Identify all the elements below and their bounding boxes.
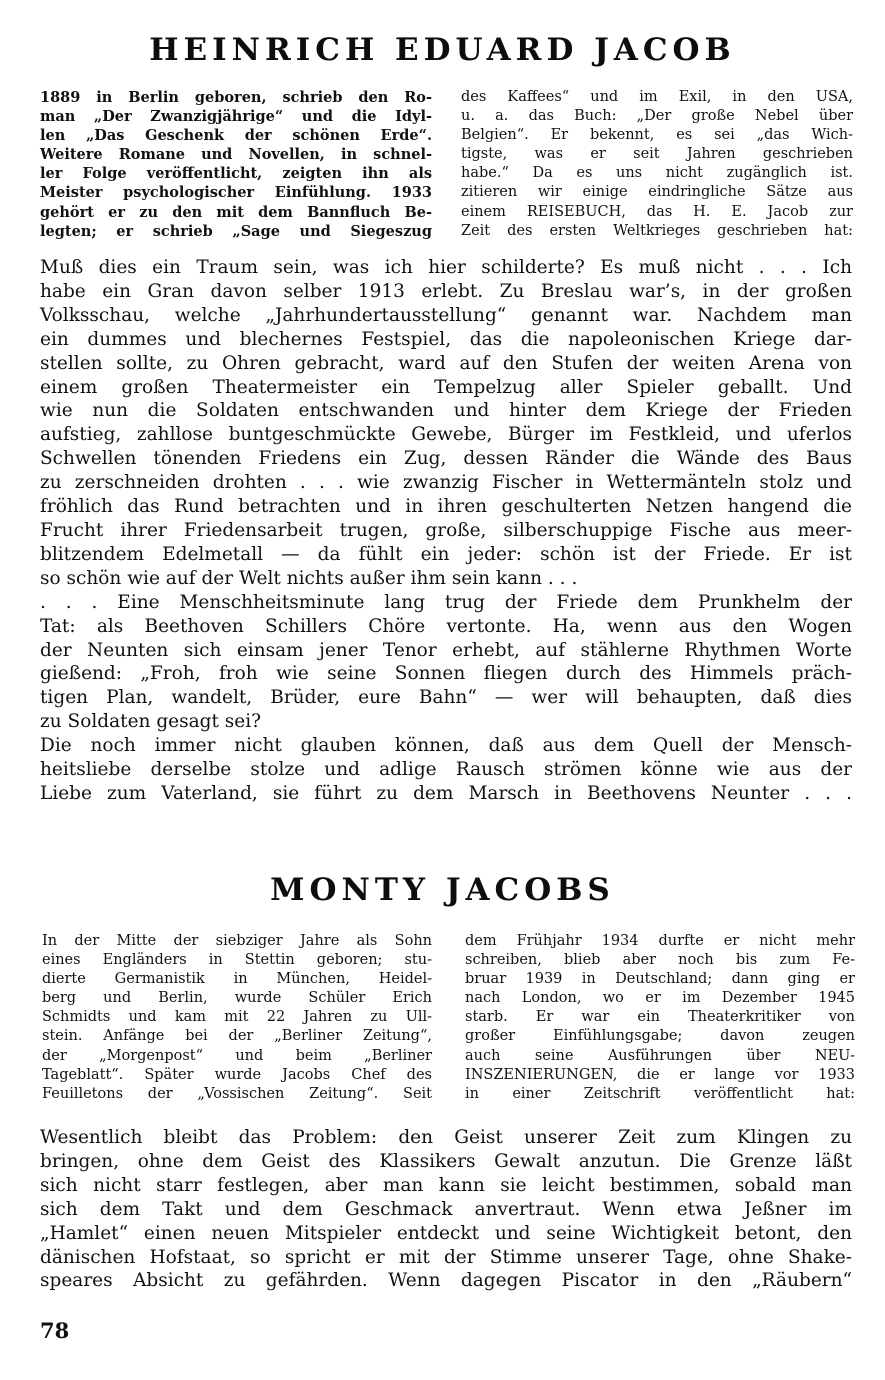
text-line: Schmidts und kam mit 22 Jahren zu Ull- bbox=[42, 1009, 432, 1026]
text-line: einem großen Theatermeister ein Tempelzug aller Spieler geballt. Und bbox=[40, 376, 852, 398]
text-line: ein dummes und blechernes Festspiel, das die napoleonischen Kriege dar- bbox=[40, 328, 852, 350]
text-line: wie nun die Soldaten entschwanden und hinter dem Kriege der Frieden bbox=[40, 400, 852, 422]
text-line: Belgien“. Er bekennt, es sei „das Wich- bbox=[461, 127, 853, 144]
text-line: zu Soldaten gesagt sei? bbox=[40, 711, 262, 733]
text-line: INSZENIERUNGEN, die er lange vor 1933 bbox=[465, 1066, 855, 1083]
text-line: blitzendem Edelmetall — da fühlt ein jeder: schön ist der Friede. Er ist bbox=[40, 543, 852, 565]
text-line: des Kaffees“ und im Exil, in den USA, bbox=[461, 89, 853, 105]
text-line: gehört er zu den mit dem Bannfluch Be- bbox=[40, 203, 432, 221]
text-line: Schwellen tönenden Friedens ein Zug, dessen Ränder die Wände des Baus bbox=[40, 448, 852, 470]
text-line: Zeit des ersten Weltkrieges geschrieben hat: bbox=[461, 222, 853, 239]
text-line: Tageblatt“. Später wurde Jacobs Chef des bbox=[42, 1066, 432, 1083]
text-line: Die noch immer nicht glauben können, daß aus dem Quell der Mensch- bbox=[40, 735, 852, 757]
text-line: dem Frühjahr 1934 durfte er nicht mehr bbox=[465, 933, 855, 949]
text-line: Weitere Romane und Novellen, in schnel- bbox=[40, 146, 432, 164]
text-line: gießend: „Froh, froh wie seine Sonnen fliegen durch des Himmels präch- bbox=[40, 663, 852, 685]
text-line: sich dem Takt und dem Geschmack anvertraut. Wenn etwa Jeßner im bbox=[40, 1198, 852, 1220]
text-line: legten; er schrieb „Sage und Siegeszug bbox=[40, 222, 432, 240]
text-line: zitieren wir einige eindringliche Sätze aus bbox=[461, 184, 853, 201]
text-line: habe.“ Da es uns nicht zugänglich ist. bbox=[461, 165, 853, 182]
text-line: fröhlich das Rund betrachten und in ihren geschulterten Netzen hangend die bbox=[40, 496, 852, 518]
section-heading-monty-jacobs: MONTY JACOBS bbox=[270, 872, 615, 908]
text-line: zu zerschneiden drohten . . . wie zwanzig Fischer in Wettermänteln stolz und bbox=[40, 472, 852, 494]
text-line: heitsliebe derselbe stolze und adlige Rausch strömen könne wie aus der bbox=[40, 759, 852, 781]
text-line: starb. Er war ein Theaterkritiker von bbox=[465, 1009, 855, 1026]
bio-jacob-left-column bbox=[40, 88, 432, 241]
bio-monty-jacobs-right-column bbox=[465, 932, 855, 1104]
text-line: Frucht ihrer Friedensarbeit trugen, große, silberschuppige Fische aus meer- bbox=[40, 519, 852, 541]
section-heading-jacob: HEINRICH EDUARD JACOB bbox=[149, 32, 736, 68]
text-line: stellen sollte, zu Ohren gebracht, ward auf den Stufen der weiten Arena von bbox=[40, 352, 852, 374]
page-number: 78 bbox=[40, 1318, 70, 1343]
text-line: tigen Plan, wandelt, Brüder, eure Bahn“ — wer will behaupten, daß dies bbox=[40, 687, 852, 709]
text-line: einem REISEBUCH, das H. E. Jacob zur bbox=[461, 203, 853, 220]
text-line: ler Folge veröffentlicht, zeigten ihn als bbox=[40, 165, 432, 183]
text-line: bruar 1939 in Deutschland; dann ging er bbox=[465, 971, 855, 988]
text-line: dierte Germanistik in München, Heidel- bbox=[42, 971, 432, 988]
text-line: stein. Anfänge bei der „Berliner Zeitung“, bbox=[42, 1028, 432, 1045]
text-line: nach London, wo er im Dezember 1945 bbox=[465, 990, 855, 1007]
text-line: großer Einfühlungsgabe; davon zeugen bbox=[465, 1028, 855, 1045]
text-line: len „Das Geschenk der schönen Erde“. bbox=[40, 127, 432, 145]
text-line: aufstieg, zahllose buntgeschmückte Gewebe, Bürger im Festkleid, und uferlos bbox=[40, 424, 852, 446]
bio-monty-jacobs-left-column bbox=[42, 932, 432, 1104]
text-line: Volksschau, welche „Jahrhundertausstellung“ genannt war. Nachdem man bbox=[40, 304, 852, 326]
text-line: Liebe zum Vaterland, sie führt zu dem Marsch in Beethovens Neunter . . . bbox=[40, 782, 852, 804]
bio-jacob-right-column bbox=[461, 88, 853, 241]
text-line: Wesentlich bleibt das Problem: den Geist unserer Zeit zum Klingen zu bbox=[40, 1127, 852, 1148]
text-line: der Neunten sich einsam jener Tenor erhebt, auf stählerne Rhythmen Worte bbox=[40, 639, 852, 661]
text-line: habe ein Gran davon selber 1913 erlebt. Zu Breslau war’s, in der großen bbox=[40, 280, 852, 302]
text-line: tigste, was er seit Jahren geschrieben bbox=[461, 146, 853, 163]
text-line: In der Mitte der siebziger Jahre als Sohn bbox=[42, 933, 432, 949]
text-line: „Hamlet“ einen neuen Mitspieler entdeckt und seine Wichtigkeit betont, den bbox=[40, 1222, 852, 1244]
text-line: Feuilletons der „Vossischen Zeitung“. Seit bbox=[42, 1085, 432, 1102]
text-line: eines Engländers in Stettin geboren; stu- bbox=[42, 952, 432, 969]
text-line: Tat: als Beethoven Schillers Chöre vertonte. Ha, wenn aus den Wogen bbox=[40, 615, 852, 637]
text-line: in einer Zeitschrift veröffentlicht hat: bbox=[465, 1085, 855, 1102]
text-line: 1889 in Berlin geboren, schrieb den Ro- bbox=[40, 89, 432, 106]
text-line: auch seine Ausführungen über NEU- bbox=[465, 1047, 855, 1064]
text-line: berg und Berlin, wurde Schüler Erich bbox=[42, 990, 432, 1007]
text-line: u. a. das Buch: „Der große Nebel über bbox=[461, 108, 853, 125]
text-line: . . . Eine Menschheitsminute lang trug der Friede dem Prunkhelm der bbox=[40, 591, 852, 613]
text-line: dänischen Hofstaat, so spricht er mit der Stimme unserer Tage, ohne Shake- bbox=[40, 1246, 852, 1268]
text-line: man „Der Zwanzigjährige“ und die Idyl- bbox=[40, 108, 432, 126]
text-line: speares Absicht zu gefährden. Wenn dagegen Piscator in den „Räubern“ bbox=[40, 1270, 852, 1292]
text-line: der „Morgenpost“ und beim „Berliner bbox=[42, 1047, 432, 1064]
text-line: Meister psychologischer Einfühlung. 1933 bbox=[40, 184, 432, 202]
text-line: schreiben, blieb aber noch bis zum Fe- bbox=[465, 952, 855, 969]
text-line: bringen, ohne dem Geist des Klassikers Gewalt anzutun. Die Grenze läßt bbox=[40, 1150, 852, 1172]
excerpt-jacob bbox=[40, 256, 852, 806]
text-line: Muß dies ein Traum sein, was ich hier schilderte? Es muß nicht . . . Ich bbox=[40, 257, 852, 278]
text-line: sich nicht starr festlegen, aber man kann sie leicht bestimmen, sobald man bbox=[40, 1174, 852, 1196]
text-line: so schön wie auf der Welt nichts außer ihm sein kann . . . bbox=[40, 567, 578, 589]
excerpt-monty-jacobs bbox=[40, 1126, 852, 1293]
